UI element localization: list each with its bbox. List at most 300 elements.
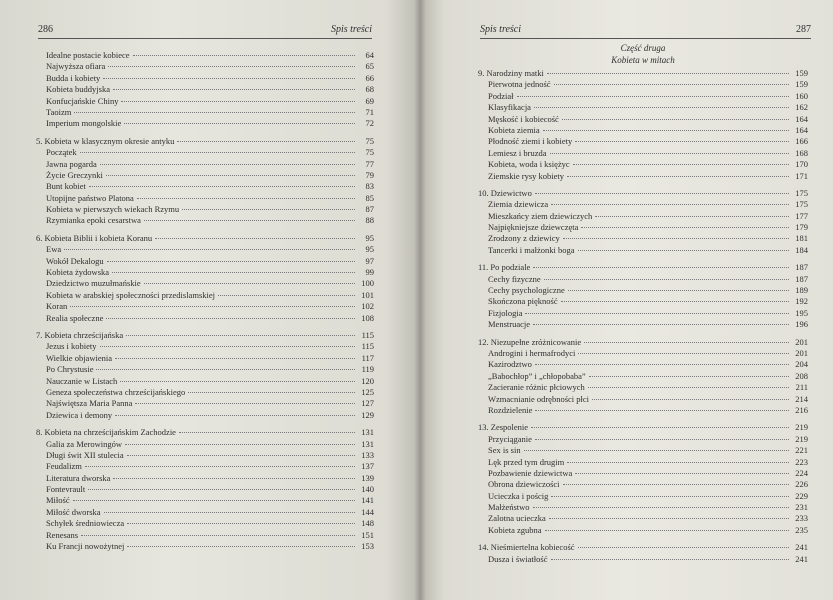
section-entry [36, 530, 374, 541]
section-title: Ucieczka i pościg [488, 490, 549, 501]
section-entry [478, 434, 808, 445]
toc-chapter [36, 330, 374, 421]
chapter-entry [478, 422, 808, 433]
page-ref: 223 [795, 456, 808, 467]
page-ref: 211 [795, 382, 808, 393]
page-ref: 164 [795, 113, 808, 124]
section-title: Budda i kobiety [46, 72, 101, 83]
page-ref: 175 [795, 187, 808, 198]
dot-leader [126, 335, 355, 336]
section-entry [36, 147, 374, 158]
dot-leader [568, 290, 789, 291]
dot-leader [595, 216, 789, 217]
section-entry [478, 479, 808, 490]
section-title: Cechy fizyczne [488, 273, 541, 284]
chapter-title: 8. Kobieta na chrześcijańskim Zachodzie [36, 427, 176, 438]
section-title: Kobieta w pierwszych wiekach Rzymu [46, 204, 180, 215]
page-ref: 241 [795, 553, 808, 564]
dot-leader [545, 530, 789, 531]
section-entry [36, 290, 374, 301]
dot-leader [113, 478, 355, 479]
page-ref: 95 [365, 232, 374, 243]
section-title: Lemiesz i bruzda [488, 147, 547, 158]
left-page-header [38, 24, 372, 39]
dot-leader [535, 193, 789, 194]
dot-leader [133, 55, 355, 56]
section-title: Ziemskie rysy kobiety [488, 170, 565, 181]
section-entry [478, 159, 808, 170]
section-title: Ziemia dziewicza [488, 199, 549, 210]
page-ref: 192 [795, 296, 808, 307]
page-ref: 115 [361, 341, 374, 352]
page-ref: 75 [365, 147, 374, 158]
section-title: Koran [46, 301, 68, 312]
section-entry [478, 513, 808, 524]
section-entry [478, 405, 808, 416]
dot-leader [524, 450, 789, 451]
section-title: Literatura dworska [46, 472, 111, 483]
page-ref: 139 [361, 472, 374, 483]
section-entry [36, 61, 374, 72]
dot-leader [106, 318, 355, 319]
section-entry [36, 410, 374, 421]
dot-leader [121, 101, 355, 102]
section-entry [478, 502, 808, 513]
section-title: Wzmacnianie odrębności płci [488, 393, 590, 404]
section-title: Zacieranie różnic płciowych [488, 382, 585, 393]
section-title: Długi świt XII stulecia [46, 449, 124, 460]
page-ref: 153 [361, 541, 374, 552]
page-ref: 226 [795, 479, 808, 490]
page-ref: 102 [361, 301, 374, 312]
right-table-of-contents [478, 42, 808, 565]
chapter-entry [36, 136, 374, 147]
dot-leader [177, 141, 355, 142]
page-ref: 85 [365, 192, 374, 203]
dot-leader [103, 78, 355, 79]
section-entry [478, 394, 808, 405]
running-title: Spis treści [330, 24, 372, 35]
dot-leader [549, 518, 789, 519]
section-entry [36, 118, 374, 129]
section-title: Zalotna ucieczka [488, 513, 546, 524]
section-title: Galia za Merowingów [46, 438, 123, 449]
dot-leader [100, 164, 355, 165]
dot-leader [113, 89, 355, 90]
section-title: Dziewica i demony [46, 409, 113, 420]
page-ref: 201 [795, 347, 808, 358]
page-ref: 204 [795, 359, 808, 370]
section-title: Fontevrault [46, 484, 86, 495]
dot-leader [588, 387, 789, 388]
page-ref: 95 [365, 244, 374, 255]
section-entry [36, 107, 374, 118]
section-entry [36, 518, 374, 529]
section-entry [36, 376, 374, 387]
section-entry [36, 159, 374, 170]
section-entry [36, 541, 374, 552]
dot-leader [567, 176, 789, 177]
page-ref: 83 [365, 181, 374, 192]
section-entry [478, 382, 808, 393]
section-title: Kobieta żydowska [46, 267, 110, 278]
dot-leader [517, 96, 790, 97]
page-ref: 219 [795, 433, 808, 444]
section-entry [478, 491, 808, 502]
dot-leader [115, 415, 355, 416]
section-title: Imperium mongolskie [46, 118, 122, 129]
dot-leader [551, 559, 790, 560]
dot-leader [575, 141, 789, 142]
section-entry [478, 91, 808, 102]
toc-chapter [36, 136, 374, 227]
chapter-title: 13. Zespolenie [478, 422, 529, 433]
dot-leader [127, 546, 355, 547]
section-title: Bunt kobiet [46, 181, 86, 192]
dot-leader [64, 249, 355, 250]
section-entry [36, 387, 374, 398]
page-ref: 168 [795, 147, 808, 158]
dot-leader [74, 112, 355, 113]
section-entry [36, 181, 374, 192]
page-ref: 71 [365, 106, 374, 117]
page-ref: 117 [361, 352, 374, 363]
dot-leader [535, 439, 789, 440]
section-entry [478, 525, 808, 536]
page-ref: 72 [365, 118, 374, 129]
section-title: Płodność ziemi i kobiety [488, 136, 573, 147]
dot-leader [567, 462, 789, 463]
section-title: Geneza społeczeństwa chrześcijańskiego [46, 386, 186, 397]
dot-leader [531, 427, 789, 428]
section-entry [478, 125, 808, 136]
dot-leader [550, 153, 789, 154]
section-entry [36, 256, 374, 267]
page-ref: 177 [795, 210, 808, 221]
dot-leader [562, 119, 789, 120]
section-entry [478, 148, 808, 159]
section-title: Życie Greczynki [46, 169, 103, 180]
page-ref: 233 [795, 513, 808, 524]
chapter-title: 7. Kobieta chrześcijańska [36, 329, 124, 340]
section-title: Mieszkańcy ziem dziewiczych [488, 210, 593, 221]
section-title: Idealne postacie kobiece [46, 50, 130, 60]
page-ref: 216 [795, 404, 808, 415]
page-ref: 66 [365, 72, 374, 83]
page-ref: 162 [795, 102, 808, 113]
dot-leader [578, 353, 789, 354]
section-title: Kobieta w arabskiej społeczności przedislamskiej [46, 289, 215, 300]
section-title: Miłość [46, 495, 70, 506]
section-entry [478, 274, 808, 285]
dot-leader [575, 473, 789, 474]
dot-leader [544, 279, 789, 280]
section-title: Taoizm [46, 106, 72, 117]
page-ref: 64 [365, 50, 374, 60]
section-title: Feudalizm [46, 461, 82, 472]
dot-leader [551, 204, 789, 205]
chapter-title: 12. Niezupełne zróżnicowanie [478, 336, 582, 347]
page-ref: 120 [361, 375, 374, 386]
section-title: Tancerki i małżonki boga [488, 244, 575, 255]
page-ref: 219 [795, 422, 808, 433]
dot-leader [112, 272, 355, 273]
page-ref: 187 [795, 273, 808, 284]
section-entry [36, 473, 374, 484]
dot-leader [144, 283, 355, 284]
dot-leader [135, 403, 355, 404]
dot-leader [108, 66, 355, 67]
right-page [420, 0, 833, 600]
page-ref: 179 [795, 222, 808, 233]
section-title: Lęk przed tym drugim [488, 456, 565, 467]
section-title: Dziedzictwo muzułmańskie [46, 278, 141, 289]
section-entry [36, 450, 374, 461]
section-entry [478, 102, 808, 113]
section-title: Utopijne państwo Platona [46, 192, 134, 203]
section-entry [36, 73, 374, 84]
chapter-entry [478, 262, 808, 273]
page-ref: 231 [795, 502, 808, 513]
section-entry [36, 267, 374, 278]
section-entry [36, 278, 374, 289]
dot-leader [70, 306, 355, 307]
page-ref: 208 [795, 370, 808, 381]
page-ref: 159 [795, 68, 808, 78]
chapter-entry [478, 542, 808, 553]
dot-leader [107, 261, 355, 262]
toc-chapter [478, 68, 808, 182]
section-entry [478, 211, 808, 222]
page-ref: 101 [361, 289, 374, 300]
page-ref: 131 [361, 427, 374, 438]
section-entry [478, 222, 808, 233]
section-title: Męskość i kobiecość [488, 113, 559, 124]
section-entry [478, 136, 808, 147]
chapter-entry [36, 233, 374, 244]
page-ref: 65 [365, 61, 374, 72]
book-gutter [414, 0, 426, 600]
section-title: Przyciąganie [488, 433, 532, 444]
section-entry [36, 439, 374, 450]
section-entry [36, 170, 374, 181]
page-ref: 189 [795, 285, 808, 296]
dot-leader [96, 369, 355, 370]
section-title: Wielkie objawienia [46, 352, 112, 363]
left-table-of-contents [36, 50, 374, 552]
page-ref: 119 [361, 364, 374, 375]
page-ref: 221 [795, 445, 808, 456]
page-ref: 108 [361, 312, 374, 323]
dot-leader [543, 130, 789, 131]
dot-leader [124, 123, 355, 124]
section-entry [478, 245, 808, 256]
dot-leader [561, 301, 789, 302]
dot-leader [578, 250, 790, 251]
chapter-entry [478, 68, 808, 79]
dot-leader [179, 432, 355, 433]
section-entry [478, 468, 808, 479]
section-title: „Babochłop” i „chłopobaba” [488, 370, 586, 381]
section-title: Najświętsza Maria Panna [46, 398, 133, 409]
page-ref: 214 [795, 393, 808, 404]
page-ref: 166 [795, 136, 808, 147]
dot-leader [563, 238, 789, 239]
section-entry [478, 79, 808, 90]
running-title: Spis treści [480, 24, 522, 35]
section-entry [36, 398, 374, 409]
section-title: Kobieta zgubna [488, 524, 542, 535]
page-ref: 229 [795, 490, 808, 501]
chapter-title: 10. Dziewictwo [478, 187, 532, 198]
page-ref: 88 [365, 215, 374, 226]
section-entry [36, 461, 374, 472]
page-ref: 100 [361, 278, 374, 289]
dot-leader [88, 489, 355, 490]
section-entry [36, 301, 374, 312]
dot-leader [137, 198, 355, 199]
toc-chapter [478, 422, 808, 536]
section-entry [478, 114, 808, 125]
dot-leader [563, 484, 789, 485]
section-title: Jezus i kobiety [46, 341, 97, 352]
page-ref: 224 [795, 467, 808, 478]
dot-leader [535, 364, 789, 365]
section-title: Schyłek średniowiecza [46, 518, 125, 529]
section-entry [36, 495, 374, 506]
dot-leader [127, 455, 355, 456]
dot-leader [155, 238, 355, 239]
dot-leader [182, 209, 355, 210]
section-entry [36, 341, 374, 352]
page-ref: 115 [361, 329, 374, 340]
section-entry [36, 96, 374, 107]
page-ref: 77 [365, 158, 374, 169]
section-entry [36, 193, 374, 204]
dot-leader [73, 500, 355, 501]
page-ref: 68 [365, 84, 374, 95]
section-entry [36, 50, 374, 61]
page-ref: 141 [361, 495, 374, 506]
section-entry [478, 445, 808, 456]
section-entry [36, 364, 374, 375]
toc-chapter [478, 188, 808, 256]
section-entry [478, 371, 808, 382]
section-title: Sex is sin [488, 445, 521, 456]
section-title: Początek [46, 147, 77, 158]
section-title: Najpiękniejsze dziewczęta [488, 222, 579, 233]
dot-leader [533, 324, 789, 325]
section-title: Dusza i światłość [488, 553, 548, 564]
section-title: Nauczanie w Listach [46, 375, 118, 386]
dot-leader [144, 220, 355, 221]
page-ref: 133 [361, 449, 374, 460]
section-title: Renesans [46, 529, 79, 540]
page-ref: 144 [361, 506, 374, 517]
dot-leader [551, 496, 789, 497]
section-title: Zrodzony z dziewicy [488, 233, 560, 244]
section-title: Rozdzielenie [488, 404, 533, 415]
section-title: Kobieta buddyjska [46, 84, 110, 95]
section-title: Skończona piękność [488, 296, 558, 307]
page-ref: 196 [795, 319, 808, 330]
chapter-title: 5. Kobieta w klasycznym okresie antyku [36, 135, 175, 146]
section-title: Obrona dziewiczości [488, 479, 560, 490]
dot-leader [547, 73, 789, 74]
page-ref: 181 [795, 233, 808, 244]
chapter-title: 11. Po podziale [478, 262, 531, 273]
section-entry [478, 296, 808, 307]
section-title: Rzymianka epoki cesarstwa [46, 215, 141, 226]
chapter-title: 6. Kobieta Biblii i kobieta Koranu [36, 232, 153, 243]
section-title: Kobieta ziemia [488, 124, 540, 135]
section-entry [478, 308, 808, 319]
section-entry [36, 313, 374, 324]
page-ref: 160 [795, 90, 808, 101]
section-title: Pierwotna jedność [488, 79, 551, 90]
section-title: Pozbawienie dziewictwa [488, 467, 573, 478]
section-entry [478, 233, 808, 244]
dot-leader [535, 410, 789, 411]
page-ref: 159 [795, 79, 808, 90]
section-entry [36, 204, 374, 215]
section-title: Wokół Dekalogu [46, 255, 104, 266]
dot-leader [127, 523, 355, 524]
page-ref: 97 [365, 255, 374, 266]
dot-leader [81, 535, 355, 536]
section-title: Najwyższa ofiara [46, 61, 106, 72]
page-ref: 195 [795, 307, 808, 318]
toc-chapter [36, 50, 374, 130]
dot-leader [85, 466, 355, 467]
section-title: Jawna pogarda [46, 158, 97, 169]
page-number: 286 [38, 24, 53, 35]
page-ref: 125 [361, 386, 374, 397]
dot-leader [592, 399, 789, 400]
part-label: Część druga [620, 43, 666, 53]
dot-leader [578, 547, 789, 548]
dot-leader [115, 358, 355, 359]
dot-leader [80, 152, 355, 153]
chapter-title: 9. Narodziny matki [478, 68, 544, 78]
toc-chapter [478, 262, 808, 330]
dot-leader [100, 346, 355, 347]
page-ref: 129 [361, 409, 374, 420]
page-ref: 79 [365, 169, 374, 180]
section-title: Konfucjańskie Chiny [46, 95, 119, 106]
dot-leader [188, 392, 355, 393]
section-title: Miłość dworska [46, 506, 101, 517]
dot-leader [584, 342, 789, 343]
section-title: Małżeństwo [488, 502, 530, 513]
section-entry [478, 285, 808, 296]
page-ref: 87 [365, 204, 374, 215]
dot-leader [581, 227, 789, 228]
dot-leader [89, 186, 355, 187]
section-title: Menstruacje [488, 319, 531, 330]
section-title: Fizjologia [488, 307, 523, 318]
section-entry [478, 348, 808, 359]
section-title: Kazirodztwo [488, 359, 532, 370]
page-ref: 99 [365, 267, 374, 278]
dot-leader [104, 512, 355, 513]
section-title: Androgini i hermafrodyci [488, 347, 576, 358]
section-entry [478, 319, 808, 330]
page-number: 287 [796, 24, 811, 35]
section-title: Podział [488, 90, 514, 101]
dot-leader [218, 295, 355, 296]
page-ref: 137 [361, 461, 374, 472]
